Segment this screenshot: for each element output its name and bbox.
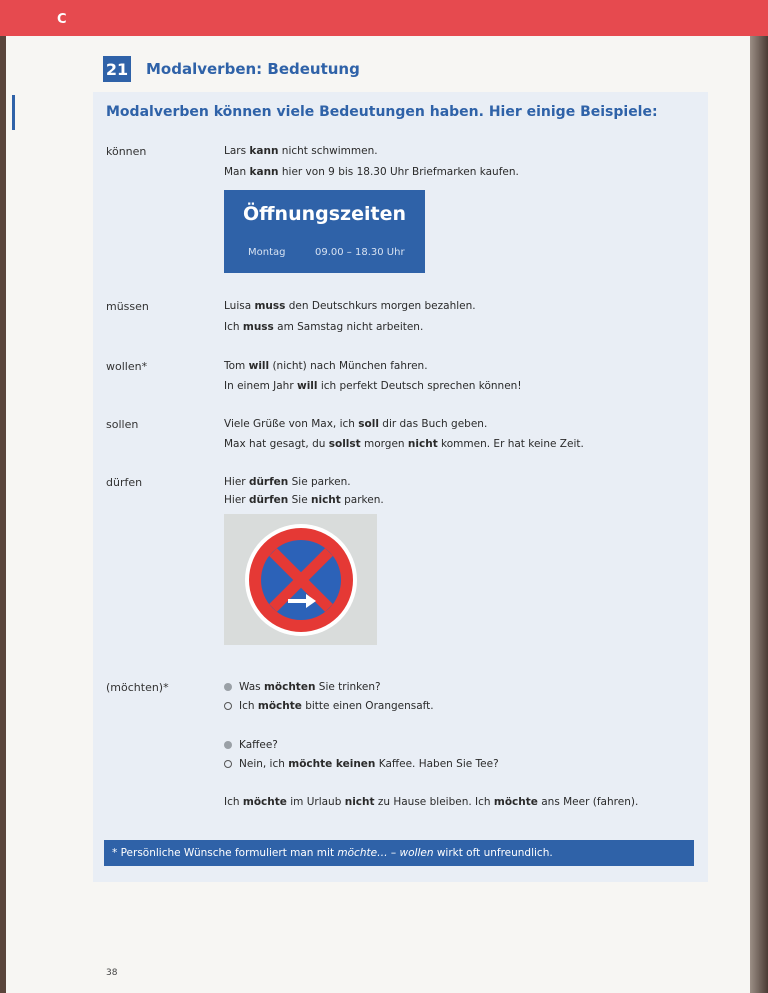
speaker-b-bullet (224, 760, 232, 768)
margin-marker (12, 95, 15, 130)
verb-sollen: sollen (106, 418, 139, 431)
no-stopping-sign-photo (224, 514, 377, 645)
example-muessen-1: Luisa muss den Deutschkurs morgen bezahlen. (224, 300, 476, 312)
speaker-a-bullet (224, 741, 232, 749)
example-duerfen-1: Hier dürfen Sie parken. (224, 476, 351, 488)
chapter-number: 21 (103, 56, 131, 82)
verb-duerfen: dürfen (106, 476, 143, 489)
verb-muessen: müssen (106, 300, 149, 313)
page-number: 38 (106, 968, 118, 978)
book-page-edge (750, 0, 768, 993)
footnote-bar: * Persönliche Wünsche formuliert man mit möchte… – wollen wirkt oft unfreundlich. (104, 840, 694, 866)
dialog-line-2: Ich möchte bitte einen Orangensaft. (224, 700, 434, 712)
dialog-line-1: Was möchten Sie trinken? (224, 681, 381, 693)
example-sollen-1: Viele Grüße von Max, ich soll dir das Buch geben. (224, 418, 488, 430)
example-moechten-statement: Ich möchte im Urlaub nicht zu Hause bleiben. Ich möchte ans Meer (fahren). (224, 796, 639, 808)
speaker-a-bullet (224, 683, 232, 691)
example-wollen-1: Tom will (nicht) nach München fahren. (224, 360, 428, 372)
example-wollen-2: In einem Jahr will ich perfekt Deutsch sprechen können! (224, 380, 522, 392)
dialog-line-3: Kaffee? (224, 739, 278, 751)
section-bar (0, 0, 768, 36)
example-koennen-2: Man kann hier von 9 bis 18.30 Uhr Briefmarken kaufen. (224, 166, 519, 178)
verb-moechten: (möchten)* (106, 681, 169, 694)
dialog-line-4: Nein, ich möchte keinen Kaffee. Haben Sie Tee? (224, 758, 499, 770)
sign-day: Montag (248, 247, 286, 258)
chapter-title: Modalverben: Bedeutung (146, 60, 360, 78)
example-koennen-1: Lars kann nicht schwimmen. (224, 145, 378, 157)
sign-title: Öffnungszeiten (243, 203, 406, 225)
verb-koennen: können (106, 145, 147, 158)
verb-wollen: wollen* (106, 360, 148, 373)
example-duerfen-2: Hier dürfen Sie nicht parken. (224, 494, 384, 506)
speaker-b-bullet (224, 702, 232, 710)
section-letter: C (57, 12, 67, 27)
sign-time: 09.00 – 18.30 Uhr (315, 247, 405, 258)
opening-hours-sign (224, 190, 425, 273)
example-sollen-2: Max hat gesagt, du sollst morgen nicht kommen. Er hat keine Zeit. (224, 438, 584, 450)
no-stopping-sign-icon (224, 514, 377, 645)
intro-heading: Modalverben können viele Bedeutungen haben. Hier einige Beispiele: (106, 104, 658, 120)
example-muessen-2: Ich muss am Samstag nicht arbeiten. (224, 321, 424, 333)
